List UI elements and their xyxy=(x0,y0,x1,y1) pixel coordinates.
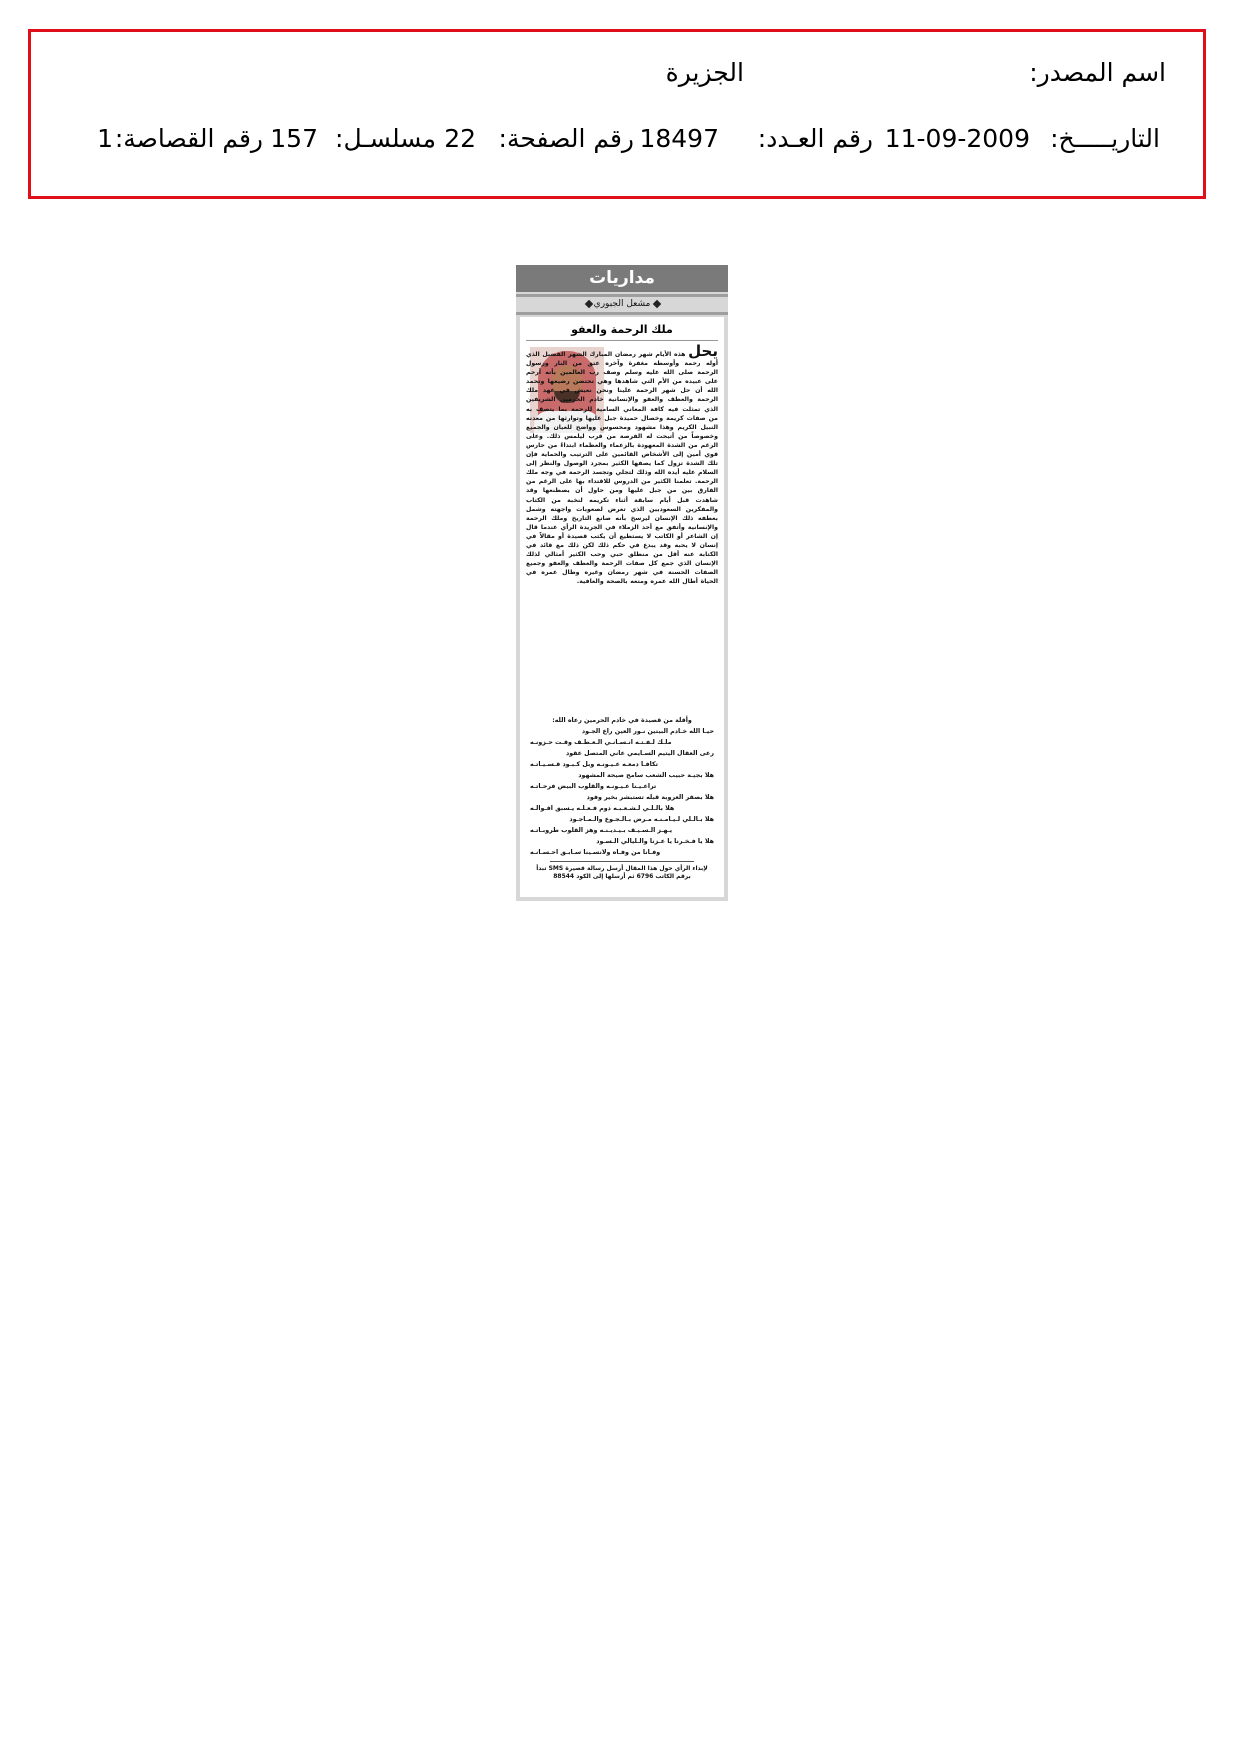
poem-line: هلا بـالـلي لـيـامـنـه مـرض بـالـجـوع والـمـاجـود xyxy=(569,816,714,823)
poem-line: وفـانا من وفـاه ولانسـينا سـابـق احـسـانـه xyxy=(530,849,661,856)
poem-line: هلا بجيـة حبيب الشعب سامح صيحة المشهود xyxy=(578,772,714,779)
date-label: التاريـــــخ: xyxy=(1050,124,1160,153)
serial-label: مسلسـل: xyxy=(335,124,436,153)
page-label: رقم الصفحة: xyxy=(498,124,634,153)
title-rule xyxy=(526,340,718,341)
date-value: 11-09-2009 xyxy=(884,124,1030,153)
poem-line: ملـك لـفـتـه انـسـانـي الـعـطـف وقـت حـزونـه xyxy=(530,739,672,746)
newspaper-clipping xyxy=(516,265,728,901)
author-name: مشعل الجبوري xyxy=(593,299,651,309)
poem-line: تكافـا دمعـه عـيـونـه وبل كـبـود قـسـيـاتـه xyxy=(530,761,658,768)
clipping-value: 1 xyxy=(97,124,113,153)
author-divider xyxy=(516,312,728,315)
sms-footer: لإبداء الرأي حول هذا المقال أرسل رسالة قصيرة SMS تبدأ برقم الكاتب 6796 ثم أرسلها إلى الكود 88544 xyxy=(536,865,708,880)
poem-line: هلا بالـلـي لـشـعـبـه دوم فـعـلـه يـسبق اقـوالـه xyxy=(530,805,675,812)
poem-intro: وأقلة من قصيدة في خادم الحرمين رعاه الله: xyxy=(552,717,692,724)
serial-value: 157 xyxy=(270,124,318,153)
column-name: مداريات xyxy=(516,265,728,292)
page-value: 22 xyxy=(444,124,476,153)
poem-line: يـهـز الـسـيـف بـيـديـنـه وهز القلوب طروبـاتـه xyxy=(530,827,673,834)
article-text xyxy=(526,342,719,586)
article-title: ملك الرحمة والعفو xyxy=(571,323,673,336)
article-body xyxy=(520,317,724,897)
metadata-box xyxy=(28,29,1206,199)
article-paragraph: هذه الأيام شهر رمضان المبارك الشهر الفضيل الذي أوله رحمة وأوسطه مغفرة وآخره عتق من النار ورسول الرحمة صلى الله عليه وسلم وصف رب العالمين بأنه أرحم على عبيده من الأم التي شاهدها وهي تحتضن رضيعها وتحمد الله أن حل شهر الرحمة علينا ونحن نعيش في عهد ملك الرحمة والعطف والعفو والإنسانية خادم الحرمين الشريفين الذي تمثلت فيه كافة المعاني السامية للرحمة بما يتصف به من صفات كريمة وخصال حميدة جبل عليها وتوارثها من معدنه النبيل الكريم وهذا مشهود ومحسوس وواضح للعيان والجميع وخصوصاً من أتيحت له الفرصة من قرب ليلمس ذلك. وعلى الرغم من الشدة المعهودة بالزعماء والعظماء ابتداءً من حارس قوي أمين إلى الأشخاص القائمين على الترتيب والحماية فإن تلك الشدة تزول كما يصفها الكثير بمجرد الوصول والنظر إلى السلام عليه أيده الله وذلك لتجلي وتجسد الرحمة في وجه ملك الرحمة. تعلمنا الكثير من الدروس للاقتداء بها على الرغم من الفارق بين من جبل عليها ومن حاول أن يصطنعها وقد شاهدت قبل أيام سابقة أثناء تكريمه لنخبة من الكتاب والمفكرين السعوديين الذي تعرض لصعوبات واجهته وشمل بعطفه ذلك الإنسان ليرسخ بأنه صانع التاريخ وملك الرحمة والإنسانية وأتفق مع أحد الزملاء في الجريدة الرأي عندما قال إن الشاعر أو الكاتب لا يستطيع أن يكتب قصيدة أو مقالاً في إنسان لا يحبه وقد يبدع في حكم ذلك لكن ذلك مع قائد في الكتابة عنه أقل من منطلق حبي وحب الكثير أمثالي لذلك الإنسان الذي جمع كل صفات الرحمة والعطف والعفو وجميع الصفات الحسنة في شهر رمضان وغيره وطال عمره في الحياة أطال الله عمره ومتعه بالصحة والعافية. xyxy=(526,351,718,586)
poem-line: تراعـيـنا عـيـونـه والقلوب البيض فرحـاتـه xyxy=(530,783,657,790)
issue-label: رقم العـدد: xyxy=(757,124,873,153)
footer-rule xyxy=(550,861,694,862)
poem-line: حيـا الله خـادم البيتين نـور العين راع الجـود xyxy=(581,728,714,735)
poem-line: رعى العقال اليتيم السـايمي عاني المتصل عقود xyxy=(565,750,714,757)
poem-line: هلا بصقر العروبة قبله تستبشر بخير وفود xyxy=(586,794,714,801)
source-label: اسم المصدر: xyxy=(1029,58,1166,87)
article-dropcap: يحل xyxy=(688,342,719,360)
poem-line: هلا يا فـخـرنا يا عـزنا والـليالي الـسـود xyxy=(596,838,714,845)
issue-value: 18497 xyxy=(639,124,719,153)
source-value: الجزيرة xyxy=(665,58,744,87)
poem xyxy=(530,715,714,858)
clipping-label: رقم القصاصة: xyxy=(114,124,263,153)
